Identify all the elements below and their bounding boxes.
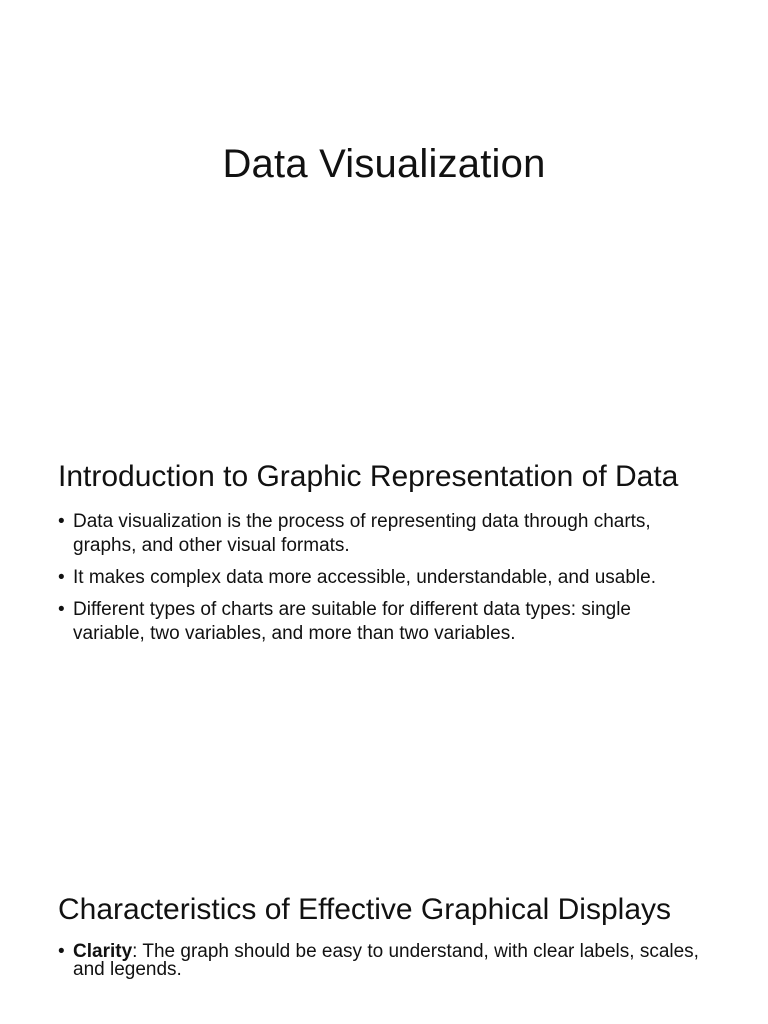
intro-bullet-list [58, 510, 708, 646]
intro-bullet-text: Data visualization is the process of representing data through charts, graphs, and other visual formats. [73, 511, 651, 556]
characteristics-heading: Characteristics of Effective Graphical Displays [58, 893, 672, 926]
characteristics-bullet-item [58, 943, 708, 979]
intro-bullet-item [58, 510, 708, 558]
intro-bullet-text: Different types of charts are suitable for different data types: single variable, two variables, and more than two variables. [73, 599, 631, 644]
intro-section [58, 458, 708, 654]
intro-bullet-text: It makes complex data more accessible, understandable, and usable. [73, 567, 656, 588]
intro-heading: Introduction to Graphic Representation of Data [58, 460, 679, 493]
bullet-icon: • [58, 941, 65, 962]
intro-bullet-item [58, 566, 708, 590]
characteristic-description: : The graph should be easy to understand, with clear labels, scales, and legends. [73, 941, 699, 980]
intro-bullet-item [58, 598, 708, 646]
characteristics-section [58, 891, 708, 987]
bullet-icon: • [58, 511, 65, 532]
bullet-icon: • [58, 599, 65, 620]
characteristics-bullet-list [58, 943, 708, 979]
bullet-icon: • [58, 567, 65, 588]
characteristic-term: Clarity [73, 941, 133, 962]
slide-title: Data Visualization [222, 142, 546, 186]
